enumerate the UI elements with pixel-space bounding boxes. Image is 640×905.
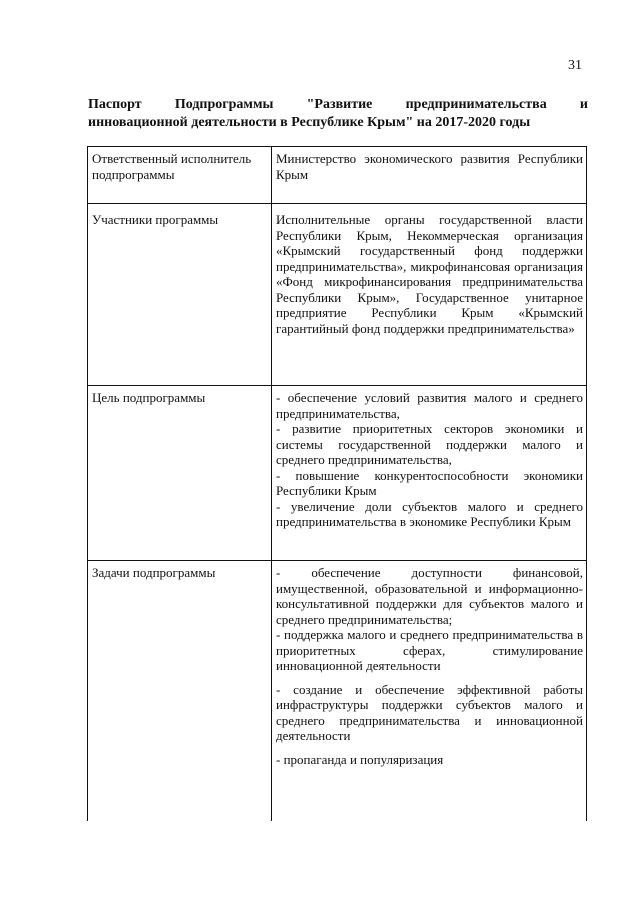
value-paragraph: - увеличение доли субъектов малого и среднего предпринимательства в экономике Республики Крым [276,498,583,529]
value-paragraph: - поддержка малого и среднего предпринимательства в приоритетных сферах, стимулирование инновационной деятельности [276,627,583,673]
row-label-goal: Цель подпрограммы [88,386,272,561]
value-paragraph: - пропаганда и популяризация [276,751,444,767]
table-row [88,561,587,822]
page-number: 31 [568,58,582,73]
value-paragraph: - развитие приоритетных секторов экономики и системы государственной поддержки малого и среднего предпринимательства, [276,421,583,467]
value-paragraph: - обеспечение условий развития малого и среднего предпринимательства, [276,390,583,421]
row-value-participants [272,204,587,386]
table-row [88,204,587,386]
value-paragraph: - обеспечение доступности финансовой, имущественной, образовательной и информационно-консультативной поддержки для субъектов малого и среднего предпринимательства; [276,565,583,627]
row-label-tasks: Задачи подпрограммы [88,561,272,822]
table-row [88,386,587,561]
value-paragraph: Министерство экономического развития Республики Крым [276,151,583,182]
title-line-1: Паспорт Подпрограммы "Развитие предпринимательства и [88,97,588,112]
row-label-responsible: Ответственный исполнитель подпрограммы [88,147,272,204]
document-title [88,96,588,132]
row-value-tasks [272,561,587,822]
row-value-responsible [272,147,587,204]
title-line-2: инновационной деятельности в Республике Крым" на 2017-2020 годы [88,115,531,130]
passport-table [87,146,587,821]
row-label-participants: Участники программы [88,204,272,386]
value-paragraph: Исполнительные органы государственной власти Республики Крым, Некоммерческая организация «Крымский государственный фонд поддержки предпринимательства», микрофинансовая организация «Фонд микрофинансирования предпринимательства Республики Крым», Государственное унитарное предприятие Республики Крым «Крымский гарантийный фонд поддержки предпринимательства» [276,212,583,336]
row-value-goal [272,386,587,561]
value-paragraph: - создание и обеспечение эффективной работы инфраструктуры поддержки субъектов малого и среднего предпринимательства и инновационной деятельности [276,681,583,743]
table-row [88,147,587,204]
value-paragraph: - повышение конкурентоспособности экономики Республики Крым [276,467,583,498]
